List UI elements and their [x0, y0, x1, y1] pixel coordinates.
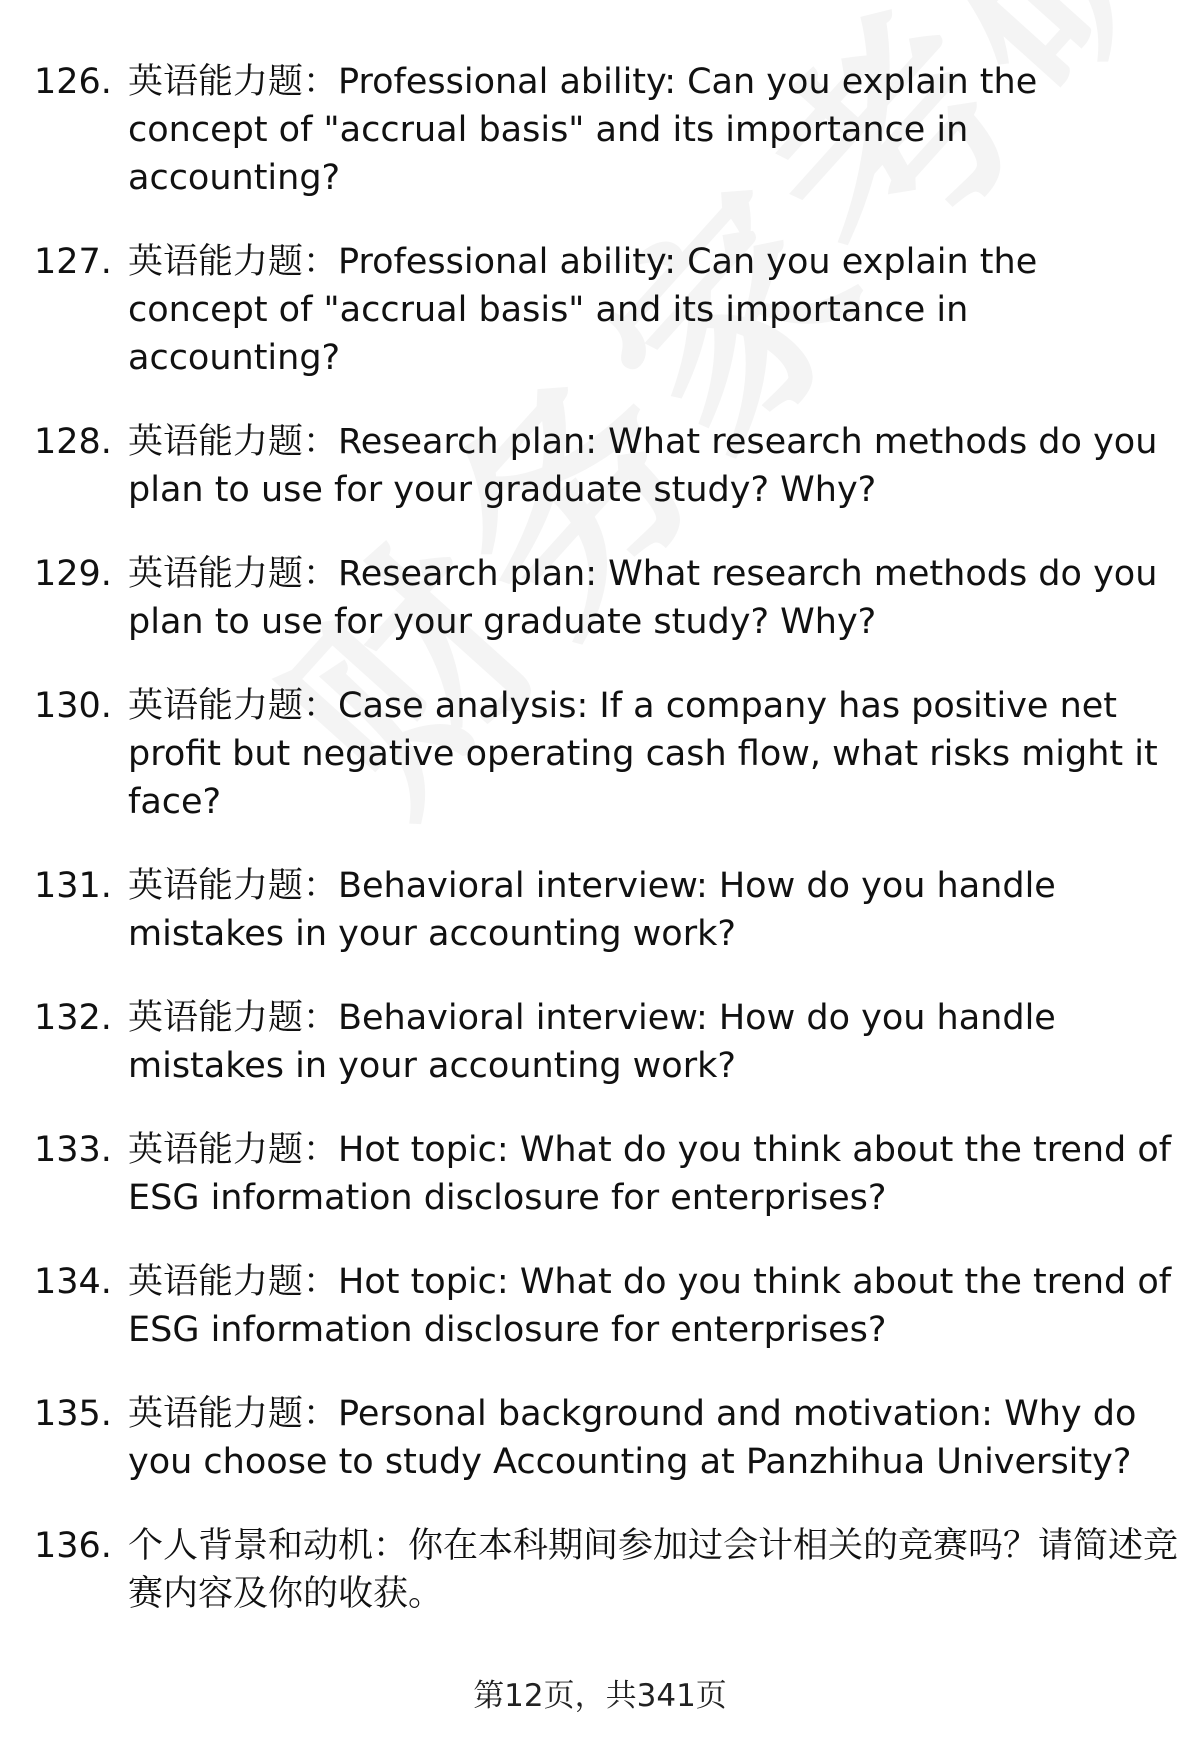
question-text: 英语能力题：Behavioral interview: How do you handle mistakes in your accounting work? — [128, 998, 1056, 1086]
question-number: 131. — [34, 866, 112, 906]
question-item — [34, 1258, 1172, 1354]
question-item — [34, 682, 1164, 826]
question-text: 英语能力题：Professional ability: Can you explain the concept of "accrual basis" and its importance in accounting? — [128, 62, 1038, 198]
question-number: 135. — [34, 1394, 112, 1434]
question-text: 英语能力题：Hot topic: What do you think about the trend of ESG information disclosure for enterprises? — [128, 1262, 1172, 1350]
question-item — [34, 418, 1164, 514]
question-item — [34, 1522, 1179, 1618]
question-number: 134. — [34, 1262, 112, 1302]
question-item — [34, 238, 1164, 382]
page-footer — [0, 1676, 1200, 1716]
question-item — [34, 1390, 1164, 1486]
question-text: 个人背景和动机：你在本科期间参加过会计相关的竞赛吗？请简述竞赛内容及你的收获。 — [128, 1526, 1179, 1614]
question-number: 130. — [34, 686, 112, 726]
question-text: 英语能力题：Case analysis: If a company has positive net profit but negative operating cash flow, what risks might it face? — [128, 686, 1158, 822]
question-item — [34, 1126, 1172, 1222]
question-number: 132. — [34, 998, 112, 1038]
question-text: 英语能力题：Research plan: What research methods do you plan to use for your graduate study? Why? — [128, 422, 1158, 510]
question-item — [34, 994, 1164, 1090]
question-item — [34, 58, 1164, 202]
question-number: 126. — [34, 62, 112, 102]
question-number: 128. — [34, 422, 112, 462]
question-item — [34, 862, 1164, 958]
question-text: 英语能力题：Personal background and motivation: Why do you choose to study Accounting at Panzhihua University? — [128, 1394, 1137, 1482]
question-text: 英语能力题：Hot topic: What do you think about the trend of ESG information disclosure for enterprises? — [128, 1130, 1172, 1218]
page-number-label: 第12页，共341页 — [473, 1678, 727, 1714]
question-text: 英语能力题：Behavioral interview: How do you handle mistakes in your accounting work? — [128, 866, 1056, 954]
question-text: 英语能力题：Research plan: What research methods do you plan to use for your graduate study? Why? — [128, 554, 1158, 642]
question-number: 127. — [34, 242, 112, 282]
question-number: 133. — [34, 1130, 112, 1170]
question-text: 英语能力题：Professional ability: Can you explain the concept of "accrual basis" and its importance in accounting? — [128, 242, 1038, 378]
question-number: 136. — [34, 1526, 112, 1566]
question-item — [34, 550, 1164, 646]
question-number: 129. — [34, 554, 112, 594]
